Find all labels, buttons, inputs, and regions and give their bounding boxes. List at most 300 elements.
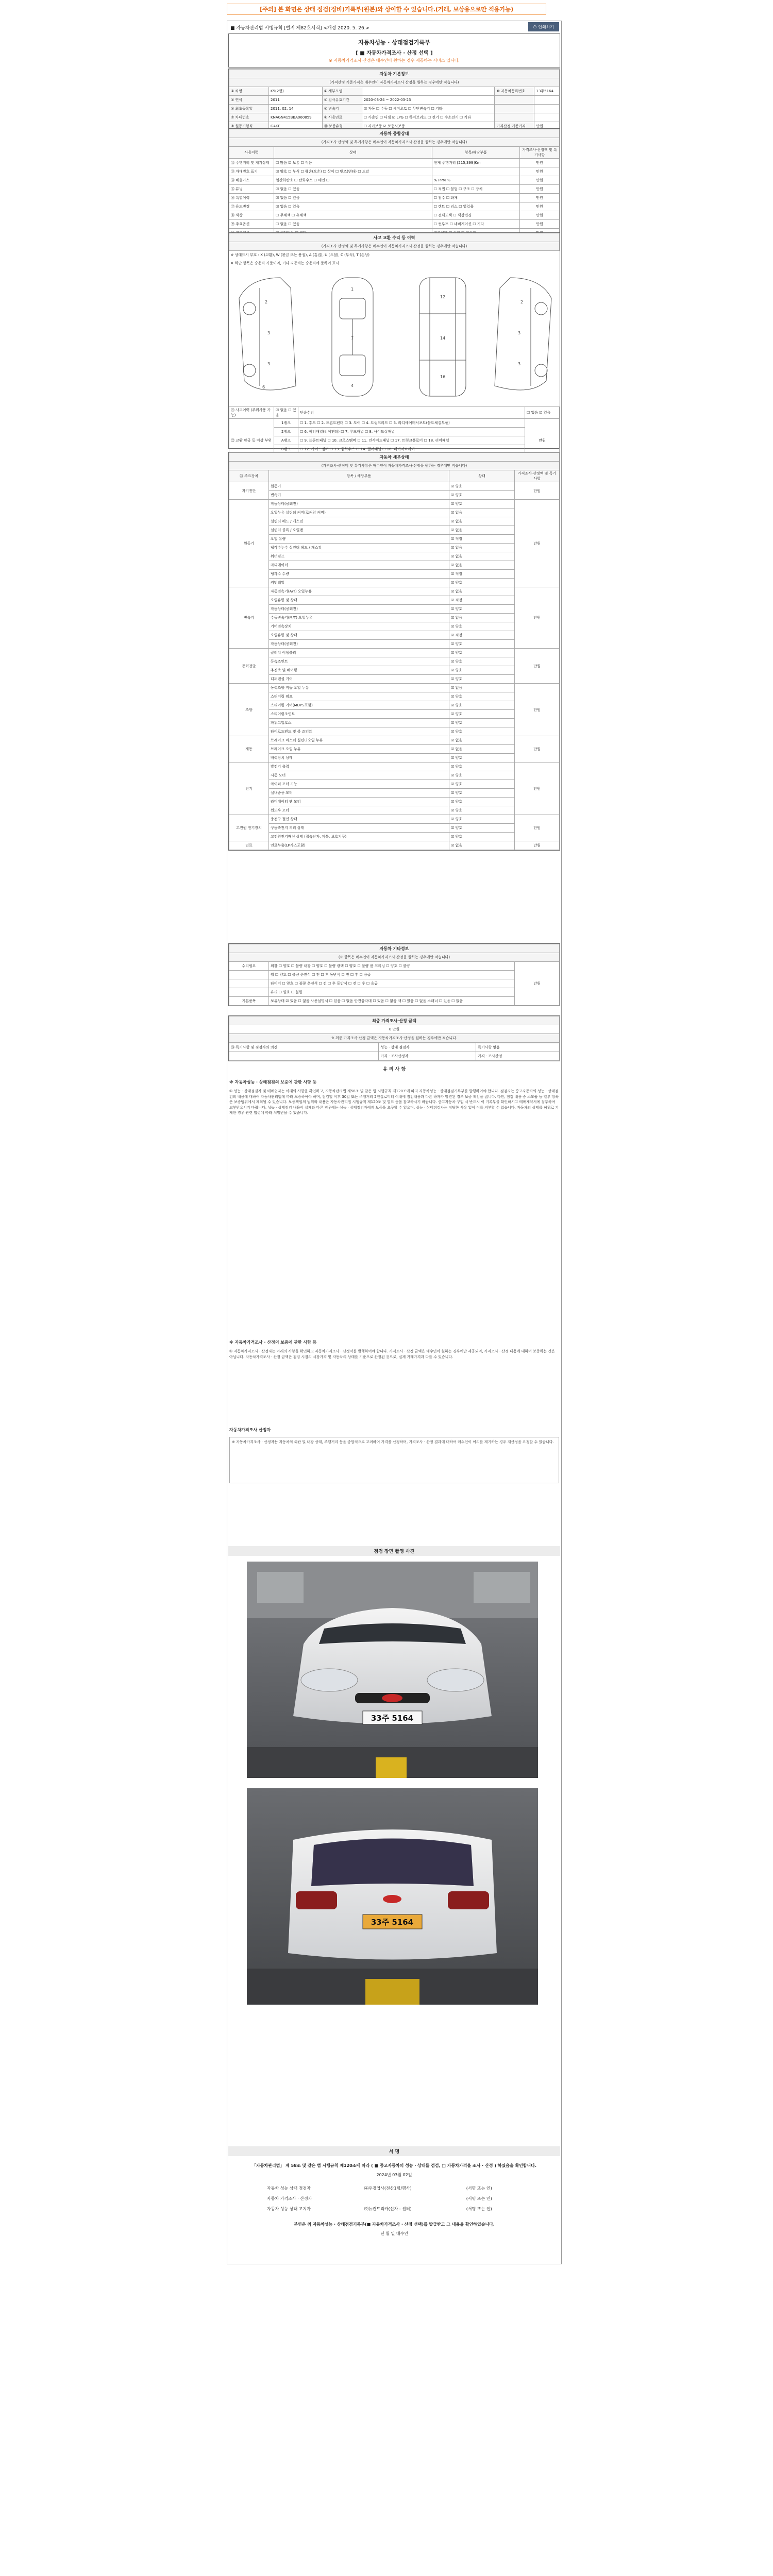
basic-info-row: [229, 96, 560, 105]
status-item-state: ☐ 많음 ☑ 보통 ☐ 적음: [274, 159, 432, 167]
detail-item-name: 시동 모터: [269, 771, 449, 780]
photo-section-title: 점검 장면 촬영 사진: [228, 1546, 560, 1556]
detail-group-name: 자기진단: [229, 482, 269, 500]
detail-group-name: 변속기: [229, 587, 269, 649]
notice-b-body: ① 자동차가격조사 · 산정자는 아래의 사항을 확인하고 자동차가격조사 · 산정서를 발행하여야 합니다. 가격조사 · 산정 금액은 매수인이 원하는 경우에만 제공되며, 가격조사 · 산정 내용에 대하여 보증하는 것은 아닙니다. 자동차가격조사 · 산정 금액은 점검 시점의 시장가격 및 자동차의 상태를 기준으로 산정된 것으로, 실제 거래가격과 다를 수 있습니다.: [229, 1349, 555, 1359]
detail-item-state: ☑ 없음: [449, 587, 515, 596]
detail-item-name: 스티어링 기어(MDPS포함): [269, 701, 449, 710]
photo-section: [227, 1546, 561, 2128]
detail-col-header: 상태: [449, 470, 515, 482]
detail-item-name: 작동상태(공회전): [269, 605, 449, 614]
detail-item-name: 라디에이터: [269, 561, 449, 570]
detail-row: [229, 727, 560, 736]
detail-item-name: 자동변속기(A/T) 오일누유: [269, 587, 449, 596]
detail-item-state: ☑ 양호: [449, 806, 515, 815]
overall-status-header: 자동차 종합상태: [229, 129, 560, 138]
basic-info-value: [362, 87, 495, 96]
svg-text:1: 1: [351, 287, 354, 292]
final-price-header: 최종 가격조사·산정 금액: [229, 1016, 560, 1025]
detail-row: [229, 570, 560, 579]
detail-item-state: ☑ 양호: [449, 815, 515, 824]
status-item-price: 만원: [520, 176, 560, 185]
status-item-label: ⑰ 용도변경: [229, 202, 274, 211]
svg-text:3: 3: [267, 331, 271, 335]
detail-row: [229, 675, 560, 684]
detail-row: [229, 587, 560, 596]
signer-sign: (서명 또는 인): [466, 2185, 492, 2191]
status-item-state: ☐ 없음 ☐ 있음: [274, 220, 432, 229]
detail-item-name: 충전구 절연 상태: [269, 815, 449, 824]
detail-item-state: ☑ 양호: [449, 762, 515, 771]
svg-text:2: 2: [520, 300, 524, 304]
damage-rank-label: B랭크: [274, 445, 298, 454]
basic-info-value: 2011. 02. 14: [269, 105, 323, 113]
overall-status-row: [229, 185, 560, 194]
detail-item-name: 오일 유량: [269, 535, 449, 544]
damage-rank-items: ☐ 6. 쿼터패널(리어펜더) ☐ 7. 루프패널 ☐ 8. 사이드실패널: [298, 428, 525, 436]
receipt-statement: 본인은 위 자동차성능 · 상태점검기록부(■ 자동차가격조사 · 산정 선택)를 발급받고 그 내용을 확인하였습니다.: [294, 2222, 495, 2227]
other-info-value: 보유상태 ☑ 있음 ☐ 없음 사용설명서 ☐ 있음 ☐ 없음 안전삼각대 ☐ 있음 ☐ 없음 잭 ☐ 있음 ☐ 없음 스패너 ☐ 있음 ☐ 없음: [269, 997, 515, 1006]
damage-rank-row: [229, 428, 560, 436]
detail-item-name: 워터펌프: [269, 552, 449, 561]
notice-c-title: 자동차가격조사 산정자: [229, 1428, 271, 1432]
document-subtitle: [ ■ 자동차가격조사 · 산정 선택 ]: [356, 50, 433, 56]
detail-item-state: ☑ 양호: [449, 701, 515, 710]
basic-info-value: ☑ 자동 ☐ 수동 ☐ 세미오토 ☐ 무단변속기 ☐ 기타: [362, 105, 495, 113]
detail-row: [229, 833, 560, 841]
detail-item-state: ☑ 없음: [449, 684, 515, 692]
detail-item-state: ☑ 양호: [449, 824, 515, 833]
basic-info-value: [534, 105, 560, 113]
receiver-line: 년 월 일 매수인: [380, 2231, 408, 2236]
detail-group-price: 만원: [515, 684, 560, 736]
overall-status-row: [229, 176, 560, 185]
status-item-state: ☑ 없음 ☐ 있음: [274, 194, 432, 202]
other-info-value: 유리 ☐ 양호 ☐ 불량: [269, 988, 515, 997]
remarks-cell: [229, 1052, 379, 1061]
final-price-section: [228, 1015, 560, 1061]
detail-item-state: ☑ 양호: [449, 657, 515, 666]
detail-item-state: ☑ 양호: [449, 780, 515, 789]
remarks-cell: 특기사항 없음: [476, 1043, 560, 1052]
signature-row: [265, 2183, 523, 2193]
detail-item-state: ☑ 양호: [449, 491, 515, 500]
detail-item-state: ☑ 없음: [449, 745, 515, 754]
damage-rank-row: [229, 419, 560, 428]
basic-info-label: [495, 113, 534, 122]
detail-item-state: ☑ 양호: [449, 754, 515, 762]
overall-status-sub: (가격조사·산정액 및 특기사항은 매수인이 자동차가격조사·산정을 원하는 경우에만 적습니다): [229, 138, 560, 147]
damage-area-label: ㉒ 교환 판금 등 이상 부위: [229, 419, 274, 463]
detail-item-name: 클러치 어셈블리: [269, 649, 449, 657]
detail-row: [229, 622, 560, 631]
status-item-state: ☐ 무채색 ☐ 유채색: [274, 211, 432, 220]
detail-item-state: ☑ 양호: [449, 727, 515, 736]
print-label: 인쇄하기: [538, 24, 554, 29]
basic-info-sub: (가격산정 기준가격은 매수인이 자동차가격조사 산정을 원하는 경우에만 적습니다): [229, 78, 560, 87]
detail-col-header: 항목 / 해당부품: [269, 470, 449, 482]
overall-status-col-header: 가격조사·산정액 및 특기사항: [520, 147, 560, 159]
basic-info-value: [534, 113, 560, 122]
basic-info-value: K5(2형): [269, 87, 323, 96]
status-item-label: ⑬ 차대번호 표기: [229, 167, 274, 176]
damage-rank-label: 1랭크: [274, 419, 298, 428]
detail-row: [229, 684, 560, 692]
status-item-detail: ☐ 침수 ☐ 화재: [432, 194, 519, 202]
basic-info-label: 가격산정 기준가격: [495, 122, 534, 131]
signer-sign: (서명 또는 인): [466, 2196, 492, 2201]
other-info-row: [229, 997, 560, 1006]
detail-row: [229, 736, 560, 745]
basic-info-label: [495, 105, 534, 113]
front-car-photo: [247, 1562, 538, 1778]
overall-status-row: [229, 167, 560, 176]
detail-group-price: 만원: [515, 587, 560, 649]
detail-item-name: 등속조인트: [269, 657, 449, 666]
damage-rank-items: ☐ 1. 후드 ☐ 2. 프론트펜더 ☐ 3. 도어 ☐ 4. 트렁크리드 ☐ 5. 라디에이터서포트(볼트체결부품): [298, 419, 525, 428]
detail-row: [229, 841, 560, 850]
status-item-price: 만원: [520, 220, 560, 229]
notice-b-title: ※ 자동차가격조사 · 산정의 보증에 관한 사항 등: [229, 1340, 317, 1345]
accident-history-row: [229, 407, 560, 419]
status-item-price: 만원: [520, 202, 560, 211]
basic-info-label: ⑪ 보증유형: [322, 122, 362, 131]
status-item-state: ☑ 없음 ☐ 있음: [274, 202, 432, 211]
basic-info-label: ④ 검사유효기간: [322, 96, 362, 105]
detail-item-state: ☑ 없음: [449, 736, 515, 745]
overall-status-col-header: 사용이력: [229, 147, 274, 159]
status-item-label: ⑭ 배출가스: [229, 176, 274, 185]
basic-info-label: ⑨ 원동기형식: [229, 122, 269, 131]
signature-section: [227, 2146, 561, 2265]
detail-item-state: ☑ 양호: [449, 719, 515, 727]
detail-row: [229, 482, 560, 491]
detail-item-name: 냉각수 수량: [269, 570, 449, 579]
detail-item-name: 추진축 및 베어링: [269, 666, 449, 675]
detail-item-state: ☑ 없음: [449, 841, 515, 850]
svg-text:3: 3: [267, 362, 271, 366]
detail-item-state: ☑ 적정: [449, 570, 515, 579]
signature-date: 2024년 03월 02일: [376, 2173, 412, 2177]
basic-info-label: ② 연식: [229, 96, 269, 105]
status-item-detail: [432, 167, 519, 176]
detail-group-name: 조향: [229, 684, 269, 736]
detail-item-name: 오일유량 및 상태: [269, 631, 449, 640]
other-info-section: [228, 943, 560, 1006]
detail-item-name: 실린더 블록 / 오일팬: [269, 526, 449, 535]
remarks-cell: 성능 · 상태 점검자: [379, 1043, 476, 1052]
detail-row: [229, 552, 560, 561]
status-item-label: ⑱ 색상: [229, 211, 274, 220]
notice-a-body: ① 성능 · 상태점검자 및 매매업자는 아래의 사항을 확인하고, 자동차관리법 제58조 및 같은 법 시행규칙 제120조에 따라 자동차성능 · 상태점검기록부를 발행하여야 합니다. 점검자는 중고자동차의 성능 · 상태점검의 내용에 대하여 자동차관리법에 따라 보증하여야 하며, 점검일 이후 30일 또는 주행거리 2천킬로미터 이내에 점검내용과 다른 하자가 발견된 경우 보증 책임을 집니다. 다만, 점검 내용 중 소모품 등 일부 항목은 보증범위에서 제외될 수 있습니다. 보증책임의 범위와 내용은 자동차관리법 시행규칙 제120조 및 별표 등을 참고하시기 바랍니다. 중고자동차 구입 시 반드시 이 기록부를 확인하시고 매매계약서에 첨부하여 교부받으시기 바랍니다. 성능 · 상태점검 내용이 실제와 다른 경우에는 성능 · 상태점검자에게 보증을 요구할 수 있으며, 성능 · 상태점검자는 정당한 사유 없이 이를 거부할 수 없습니다. 자동차의 상태를 허위로 기재한 경우 관련 법령에 따라 처벌받을 수 있습니다.: [229, 1089, 559, 1115]
detail-item-name: 오일유량 및 상태: [269, 596, 449, 605]
detail-item-state: ☑ 없음: [449, 517, 515, 526]
signer-role: 자동차 가격조사 · 산정자: [267, 2196, 312, 2201]
detail-item-state: ☑ 양호: [449, 649, 515, 657]
detail-group-price: 만원: [515, 841, 560, 850]
detail-row: [229, 754, 560, 762]
detail-item-name: 스티어링조인트: [269, 710, 449, 719]
status-item-label: ⑮ 튜닝: [229, 185, 274, 194]
basic-info-value: 2011: [269, 96, 323, 105]
status-item-label: ⑫ 주행거리 및 계기상태: [229, 159, 274, 167]
detail-row: [229, 517, 560, 526]
signature-row: [265, 2193, 523, 2204]
basic-info-label: [495, 96, 534, 105]
status-item-state: ☑ 양호 ☐ 부식 ☐ 훼손(오손) ☐ 상이 ☐ 변조(변타) ☐ 도말: [274, 167, 432, 176]
detail-col-header: ㉓ 주요장치: [229, 470, 269, 482]
basic-info-row: [229, 87, 560, 96]
detail-item-name: 와이퍼 모터 기능: [269, 780, 449, 789]
detail-col-header: 가격조사·산정액 및 특기사항: [515, 470, 560, 482]
detail-item-state: ☑ 없음: [449, 552, 515, 561]
remarks-row: [229, 1043, 560, 1052]
detail-group-price: 만원: [515, 762, 560, 815]
remarks-cell: 가격 · 조사산정자: [379, 1052, 476, 1061]
detail-item-state: ☑ 양호: [449, 500, 515, 509]
detail-item-state: ☑ 없음: [449, 561, 515, 570]
detail-row: [229, 579, 560, 587]
signer-sign: (서명 또는 인): [466, 2206, 492, 2211]
detail-item-name: 배력장치 상태: [269, 754, 449, 762]
basic-info-label: ② 세부모델: [322, 87, 362, 96]
overall-status-row: [229, 194, 560, 202]
other-info-label: 수리필요: [229, 962, 269, 971]
detail-row: [229, 719, 560, 727]
notice-a-title: ※ 자동차성능 · 상태점검의 보증에 관한 사항 등: [229, 1080, 317, 1084]
other-info-price: 만원: [515, 962, 560, 1006]
warning-banner: [주의] 본 화면은 상태 점검(정비)기록부(원본)와 상이할 수 있습니다.(거래, 보상용으로만 적용가능): [227, 4, 546, 15]
remarks-cell: ㉔ 특기사항 및 점검자의 의견: [229, 1043, 379, 1052]
detail-item-state: ☑ 양호: [449, 666, 515, 675]
accident-history-cell: ☐ 없음 ☑ 있음: [525, 407, 560, 419]
status-item-detail: 현재 주행거리 [215,399]Km: [432, 159, 519, 167]
detail-row: [229, 789, 560, 798]
accident-history-cell: ☑ 없음 ☐ 있음: [274, 407, 298, 419]
detail-status-header: 자동차 세부상태: [229, 453, 560, 462]
detail-row: [229, 762, 560, 771]
detail-item-name: 실내송풍 모터: [269, 789, 449, 798]
detail-item-state: ☑ 양호: [449, 482, 515, 491]
damage-rank-items: ☐ 9. 프론트패널 ☐ 10. 크로스멤버 ☐ 11. 인사이드패널 ☐ 17. 트렁크플로어 ☐ 18. 리어패널: [298, 436, 525, 445]
detail-item-name: 고전원전기배선 상태 (접속단자, 피복, 보호기구): [269, 833, 449, 841]
status-item-label: ⑯ 특별이력: [229, 194, 274, 202]
notice-c-body: ※ 자동차가격조사 · 산정자는 자동차의 외관 및 내장 상태, 주행거리 등을 종합적으로 고려하여 가격을 산정하며, 가격조사 · 산정 결과에 대하여 매수인이 이의를 제기하는 경우 재산정을 요청할 수 있습니다.: [229, 1437, 559, 1483]
accident-history-cell: 단순수리: [298, 407, 525, 419]
detail-item-name: 파워고압호스: [269, 719, 449, 727]
final-price-value: 0 만원: [229, 1025, 560, 1034]
detail-item-name: 윈도우 모터: [269, 806, 449, 815]
detail-row: [229, 815, 560, 824]
detail-group-name: 고전원 전기장치: [229, 815, 269, 841]
detail-item-state: ☑ 양호: [449, 798, 515, 806]
detail-item-name: 브레이크 마스터 실린더오일 누유: [269, 736, 449, 745]
detail-item-name: 스티어링 펌프: [269, 692, 449, 701]
status-item-price: 만원: [520, 159, 560, 167]
basic-info-section: [228, 69, 560, 131]
basic-info-value: ☐ 가솔린 ☐ 디젤 ☑ LPG ☐ 하이브리드 ☐ 전기 ☐ 수소전기 ☐ 기타: [362, 113, 495, 122]
svg-text:4: 4: [351, 383, 354, 388]
detail-item-state: ☑ 없음: [449, 544, 515, 552]
detail-item-name: 작동상태(공회전): [269, 640, 449, 649]
damage-rank-items: ☐ 12. 사이드멤버 ☐ 13. 휠하우스 ☐ 14. 필러패널 ☐ 16. 패키지트레이: [298, 445, 525, 454]
detail-group-price: 만원: [515, 736, 560, 762]
detail-group-name: 원동기: [229, 500, 269, 587]
basic-info-value: 2020-03-24 ~ 2022-03-23: [362, 96, 495, 105]
detail-row: [229, 614, 560, 622]
basic-info-value: ☐ 자가보증 ☑ 보험사보증: [362, 122, 495, 131]
signer-name: ㈜우경업사(전산1팀/행사): [364, 2185, 412, 2191]
detail-item-name: 냉각수누수 실린더 헤드 / 개스킷: [269, 544, 449, 552]
other-info-row: [229, 971, 560, 979]
detail-row: [229, 710, 560, 719]
remarks-cell: 가격 · 조사산정: [476, 1052, 560, 1061]
basic-info-row: [229, 105, 560, 113]
detail-row: [229, 824, 560, 833]
remarks-row: [229, 1052, 560, 1061]
other-info-label: [229, 979, 269, 988]
detail-group-name: 전기: [229, 762, 269, 815]
svg-text:6: 6: [262, 385, 265, 389]
detail-item-name: 실린더 헤드 / 개스킷: [269, 517, 449, 526]
detail-item-state: ☑ 없음: [449, 526, 515, 535]
status-item-price: 만원: [520, 185, 560, 194]
detail-row: [229, 666, 560, 675]
basic-info-label: ⑤ 최초등록일: [229, 105, 269, 113]
detail-item-name: 동력조향 작동 오일 누유: [269, 684, 449, 692]
document-note: ※ 자동차가격조사·산정은 매수인이 원하는 경우 제공하는 서비스 입니다.: [329, 58, 460, 63]
detail-item-state: ☑ 양호: [449, 605, 515, 614]
detail-item-name: 원동기: [269, 482, 449, 491]
accident-header: 사고 교환 수리 등 이력: [229, 233, 560, 242]
status-item-detail: ☐ 적법 ☐ 불법 ☐ 구조 ☐ 장치: [432, 185, 519, 194]
detail-row: [229, 745, 560, 754]
detail-row: [229, 535, 560, 544]
detail-item-name: 커먼레일: [269, 579, 449, 587]
form-reference: ■ 자동차관리법 시행규칙 [별지 제82호서식] <개정 2020. 5. 26.>: [230, 26, 370, 31]
svg-text:3: 3: [518, 331, 521, 335]
other-info-row: [229, 962, 560, 971]
detail-row: [229, 701, 560, 710]
printer-icon: ⎙: [533, 24, 537, 29]
signature-row: [265, 2204, 523, 2214]
detail-item-state: ☑ 양호: [449, 789, 515, 798]
detail-item-name: 연료누출(LP가스포함): [269, 841, 449, 850]
overall-status-row: [229, 202, 560, 211]
basic-info-value: 13주5164: [534, 87, 560, 96]
damage-rank-label: A랭크: [274, 436, 298, 445]
detail-item-state: ☑ 양호: [449, 622, 515, 631]
other-info-row: [229, 988, 560, 997]
final-price-note: ※ 최종 가격조사·산정 금액은 자동차가격조사·산정을 원하는 경우에만 적습니다.: [229, 1034, 560, 1043]
svg-text:12: 12: [440, 295, 446, 299]
signature-statement: 「자동차관리법」 제 58조 및 같은 법 시행규칙 제120조에 따라 ( ■ 중고자동차의 성능 · 상태를 점검, □ 자동차가격을 조사 · 산정 ) 하였음을 확인합니다.: [251, 2163, 537, 2168]
detail-item-state: ☑ 양호: [449, 640, 515, 649]
damage-rank-label: 2랭크: [274, 428, 298, 436]
accident-sub: (가격조사·산정액 및 특기사항은 매수인이 자동차가격조사·산정을 원하는 경우에만 적습니다): [229, 242, 560, 251]
basic-info-label: ⑥ 변속기: [322, 105, 362, 113]
notice-title: 유 의 사 항: [382, 1067, 406, 1072]
other-info-value: 휠 ☐ 양호 ☐ 불량 운전석 ☐ 전 ☐ 후 동반석 ☐ 전 ☐ 후 ☐ 응급: [269, 971, 515, 979]
detail-group-price: 만원: [515, 482, 560, 500]
status-item-detail: ☐ 썬루프 ☐ 네비게이션 ☐ 기타: [432, 220, 519, 229]
detail-row: [229, 596, 560, 605]
signer-name: [363, 2193, 465, 2204]
accident-legend-2: ※ 하단 항목은 승용차 기준이며, 기타 자동차는 승용차에 준하여 표시: [230, 261, 340, 265]
status-item-detail: % PPM %: [432, 176, 519, 185]
basic-info-row: [229, 113, 560, 122]
detail-row: [229, 605, 560, 614]
basic-info-value: KNAGN415BBA060859: [269, 113, 323, 122]
detail-item-name: 디퍼렌셜 기어: [269, 675, 449, 684]
detail-row: [229, 509, 560, 517]
detail-item-name: 발전기 출력: [269, 762, 449, 771]
svg-text:14: 14: [440, 336, 446, 341]
detail-group-name: 동력전달: [229, 649, 269, 684]
detail-item-state: ☑ 적정: [449, 596, 515, 605]
detail-item-state: ☑ 없음: [449, 509, 515, 517]
detail-row: [229, 526, 560, 535]
status-item-detail: ☐ 전체도색 ☐ 색상변경: [432, 211, 519, 220]
other-info-label: [229, 988, 269, 997]
basic-info-label: ⑦ 차대번호: [229, 113, 269, 122]
basic-info-header: 자동차 기본정보: [229, 70, 560, 78]
detail-group-price: 만원: [515, 815, 560, 841]
detail-item-name: 브레이크 오일 누유: [269, 745, 449, 754]
detail-item-name: 오일누유 실린더 커버(로커암 커버): [269, 509, 449, 517]
basic-info-value: G4KE: [269, 122, 323, 131]
detail-row: [229, 640, 560, 649]
signer-role: 자동차 성능 상태 고지자: [267, 2206, 311, 2211]
detail-item-state: ☑ 양호: [449, 579, 515, 587]
other-info-label: [229, 971, 269, 979]
detail-row: [229, 771, 560, 780]
detail-row: [229, 692, 560, 701]
detail-item-state: ☑ 양호: [449, 710, 515, 719]
basic-info-value: 만원: [534, 122, 560, 131]
detail-item-name: 구동축전지 격리 상태: [269, 824, 449, 833]
detail-row: [229, 657, 560, 666]
overall-status-col-header: 항목/해당부품: [432, 147, 519, 159]
rear-license-plate: 33주 5164: [371, 1918, 414, 1927]
svg-text:3: 3: [518, 362, 521, 366]
damage-price: 만원: [525, 419, 560, 463]
detail-item-name: 라디에이터 팬 모터: [269, 798, 449, 806]
detail-group-name: 연료: [229, 841, 269, 850]
signer-name: ㈜뉴컨트리카(신차 - 센터): [364, 2206, 412, 2211]
detail-item-name: 수동변속기(M/T) 오일누유: [269, 614, 449, 622]
basic-info-label: ⑧ 사용연료: [322, 113, 362, 122]
print-button[interactable]: [528, 22, 559, 31]
other-info-label: 기본품목: [229, 997, 269, 1006]
detail-item-name: 타이로드엔드 및 볼 조인트: [269, 727, 449, 736]
detail-item-state: ☑ 양호: [449, 833, 515, 841]
overall-status-row: [229, 220, 560, 229]
detail-row: [229, 806, 560, 815]
status-item-state: ☑ 없음 ☐ 있음: [274, 185, 432, 194]
basic-info-label: ① 차명: [229, 87, 269, 96]
signature-title: 서 명: [228, 2146, 560, 2156]
overall-status-row: [229, 211, 560, 220]
overall-status-section: [228, 128, 560, 238]
detail-row: [229, 780, 560, 789]
detail-item-name: 작동상태(공회전): [269, 500, 449, 509]
detail-item-state: ☑ 적정: [449, 631, 515, 640]
inspection-record-document: [227, 21, 562, 2264]
detail-item-name: 변속기: [269, 491, 449, 500]
signer-role: 자동차 성능 상태 점검자: [267, 2185, 311, 2191]
document-title-box: [228, 33, 560, 67]
